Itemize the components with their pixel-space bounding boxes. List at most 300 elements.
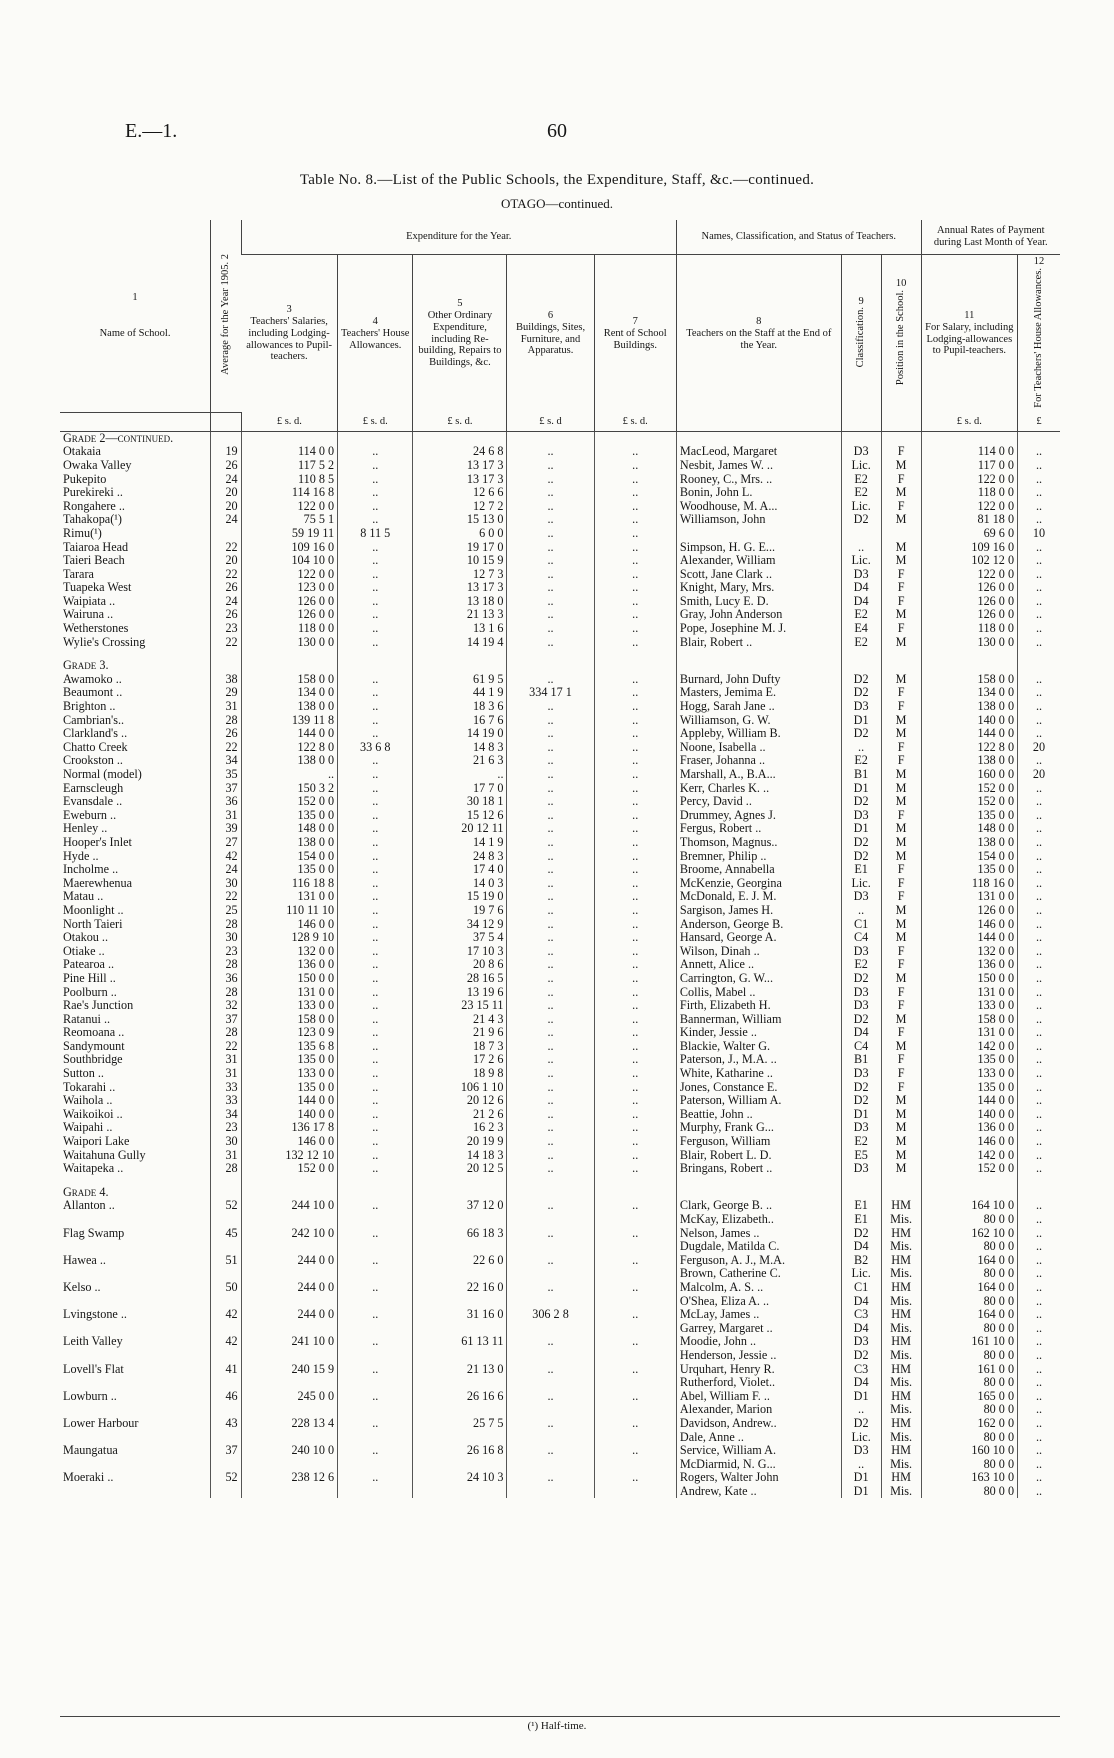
school-name: [60, 1295, 211, 1309]
position: M: [881, 1135, 921, 1149]
school-name: Brighton ..: [63, 700, 116, 714]
salaries: 150 0 0: [241, 972, 337, 986]
average: 51: [211, 1254, 242, 1268]
position: Mis.: [881, 1295, 921, 1309]
table-row: [60, 445, 1060, 459]
position: F: [881, 568, 921, 582]
house-allowance: ..: [338, 1227, 413, 1241]
buildings: ..: [507, 999, 594, 1013]
house-allowance-rate: ..: [1018, 700, 1060, 714]
house-allowance-rate: ..: [1018, 513, 1060, 527]
salary-rate: 122 8 0: [921, 741, 1017, 755]
house-allowance: ..: [338, 459, 413, 473]
average: 23: [211, 945, 242, 959]
salary-rate: 135 0 0: [921, 809, 1017, 823]
rent: ..: [594, 727, 676, 741]
position: HM: [881, 1444, 921, 1458]
other-expenditure: 17 7 0: [413, 782, 507, 796]
salary-rate: 122 0 0: [921, 473, 1017, 487]
teacher-name: Burnard, John Dufty: [676, 673, 841, 687]
other-expenditure: 21 2 6: [413, 1108, 507, 1122]
buildings: ..: [507, 727, 594, 741]
buildings: ..: [507, 877, 594, 891]
other-expenditure: 61 9 5: [413, 673, 507, 687]
house-allowance-rate: ..: [1018, 1390, 1060, 1404]
position: M: [881, 1121, 921, 1135]
table-row: [60, 972, 1060, 986]
col-house-allow-header: 12 For Teachers' House Allowances.: [1018, 255, 1060, 413]
school-name: Tokarahi ..: [63, 1080, 116, 1094]
rent: ..: [594, 836, 676, 850]
table-row: [60, 1444, 1060, 1458]
other-expenditure: 17 2 6: [413, 1053, 507, 1067]
annual-group-header: Annual Rates of Payment during Last Month of Year.: [921, 220, 1060, 255]
buildings: [507, 1240, 594, 1254]
buildings: ..: [507, 500, 594, 514]
school-name: North Taieri: [63, 917, 123, 931]
house-allowance: 33 6 8: [338, 741, 413, 755]
position: HM: [881, 1417, 921, 1431]
salary-rate: 118 16 0: [921, 877, 1017, 891]
buildings: ..: [507, 972, 594, 986]
rent: ..: [594, 1227, 676, 1241]
average: 31: [211, 700, 242, 714]
house-allowance: [338, 1349, 413, 1363]
school-name: Maerewhenua: [63, 876, 133, 890]
school-name: Wetherstones: [63, 622, 129, 636]
position: HM: [881, 1335, 921, 1349]
house-allowance: ..: [338, 1040, 413, 1054]
rent: ..: [594, 986, 676, 1000]
salary-rate: 136 0 0: [921, 1121, 1017, 1135]
house-allowance: ..: [338, 1471, 413, 1485]
school-name: [60, 1349, 211, 1363]
table-row: [60, 1213, 1060, 1227]
position: M: [881, 972, 921, 986]
average: 52: [211, 1471, 242, 1485]
average: 24: [211, 863, 242, 877]
table-row: [60, 1322, 1060, 1336]
teacher-name: Ferguson, A. J., M.A.: [676, 1254, 841, 1268]
buildings: ..: [507, 931, 594, 945]
school-name: [60, 1376, 211, 1390]
school-name: Chatto Creek: [63, 740, 128, 754]
school-name: Wairuna ..: [63, 608, 114, 622]
house-allowance-rate: ..: [1018, 1322, 1060, 1336]
salaries: 135 0 0: [241, 1053, 337, 1067]
teacher-name: Rooney, C., Mrs. ..: [676, 473, 841, 487]
salary-rate: 165 0 0: [921, 1390, 1017, 1404]
rent: ..: [594, 999, 676, 1013]
rent: ..: [594, 1067, 676, 1081]
house-allowance: ..: [338, 714, 413, 728]
salary-rate: 118 0 0: [921, 486, 1017, 500]
buildings: ..: [507, 554, 594, 568]
salaries: 244 0 0: [241, 1254, 337, 1268]
classification: D1: [841, 1471, 881, 1485]
salary-rate: 154 0 0: [921, 850, 1017, 864]
classification: D4: [841, 1322, 881, 1336]
average: 32: [211, 999, 242, 1013]
other-expenditure: 25 7 5: [413, 1417, 507, 1431]
other-expenditure: 12 7 2: [413, 500, 507, 514]
buildings: ..: [507, 459, 594, 473]
house-allowance-rate: ..: [1018, 486, 1060, 500]
school-name: Lvingstone ..: [63, 1308, 127, 1322]
salary-rate: 80 0 0: [921, 1213, 1017, 1227]
house-allowance-rate: ..: [1018, 999, 1060, 1013]
teacher-name: Gray, John Anderson: [676, 608, 841, 622]
salary-rate: 109 16 0: [921, 541, 1017, 555]
salaries: 228 13 4: [241, 1417, 337, 1431]
buildings: ..: [507, 782, 594, 796]
position: M: [881, 768, 921, 782]
table-row: [60, 1471, 1060, 1485]
teacher-name: Thomson, Magnus..: [676, 836, 841, 850]
house-allowance-rate: ..: [1018, 459, 1060, 473]
school-name: Clarkland's ..: [63, 727, 128, 741]
position: F: [881, 945, 921, 959]
position: Mis.: [881, 1267, 921, 1281]
salaries: 144 0 0: [241, 727, 337, 741]
teacher-name: [676, 527, 841, 541]
table-row: [60, 958, 1060, 972]
position: M: [881, 459, 921, 473]
teacher-name: McLay, James ..: [676, 1308, 841, 1322]
position: M: [881, 513, 921, 527]
table-row: [60, 1349, 1060, 1363]
average: 33: [211, 1081, 242, 1095]
table-row: [60, 1376, 1060, 1390]
salaries: 118 0 0: [241, 622, 337, 636]
school-name: Taiaroa Head: [63, 540, 129, 554]
col-salary-header: 11 For Salary, including Lodging-allowances to Pupil-teachers.: [921, 255, 1017, 413]
teacher-name: MacLeod, Margaret: [676, 445, 841, 459]
buildings: ..: [507, 1067, 594, 1081]
grade-heading-row: [60, 431, 1060, 445]
table-row: [60, 581, 1060, 595]
classification: E2: [841, 1135, 881, 1149]
position: M: [881, 636, 921, 650]
house-allowance-rate: ..: [1018, 986, 1060, 1000]
house-allowance-rate: ..: [1018, 836, 1060, 850]
table-row: [60, 527, 1060, 541]
other-expenditure: 16 2 3: [413, 1121, 507, 1135]
classification: B1: [841, 768, 881, 782]
buildings: [507, 1376, 594, 1390]
table-row: [60, 1162, 1060, 1176]
average: 46: [211, 1390, 242, 1404]
average: [211, 1322, 242, 1336]
other-expenditure: 21 13 0: [413, 1363, 507, 1377]
rent: [594, 1322, 676, 1336]
buildings: ..: [507, 1227, 594, 1241]
average: 24: [211, 595, 242, 609]
other-expenditure: [413, 1349, 507, 1363]
salary-rate: 80 0 0: [921, 1240, 1017, 1254]
average: 25: [211, 904, 242, 918]
salaries: 123 0 0: [241, 581, 337, 595]
position: F: [881, 1081, 921, 1095]
buildings: ..: [507, 768, 594, 782]
classification: D3: [841, 1162, 881, 1176]
other-expenditure: 13 17 3: [413, 473, 507, 487]
salaries: 104 10 0: [241, 554, 337, 568]
house-allowance-rate: ..: [1018, 673, 1060, 687]
buildings: ..: [507, 741, 594, 755]
salaries: 122 0 0: [241, 568, 337, 582]
house-allowance-rate: ..: [1018, 1121, 1060, 1135]
other-expenditure: 22 16 0: [413, 1281, 507, 1295]
position: M: [881, 836, 921, 850]
average: 20: [211, 486, 242, 500]
teacher-name: Bonin, John L.: [676, 486, 841, 500]
teacher-name: Bannerman, William: [676, 1013, 841, 1027]
table-row: [60, 986, 1060, 1000]
rent: ..: [594, 1199, 676, 1213]
school-name: Patearoa ..: [63, 958, 115, 972]
average: 26: [211, 459, 242, 473]
teacher-name: Beattie, John ..: [676, 1108, 841, 1122]
school-name: [60, 1458, 211, 1472]
salary-rate: 80 0 0: [921, 1295, 1017, 1309]
table-row: [60, 636, 1060, 650]
rent: ..: [594, 1121, 676, 1135]
teacher-name: Kinder, Jessie ..: [676, 1026, 841, 1040]
table-row: [60, 1390, 1060, 1404]
average: 28: [211, 1162, 242, 1176]
salary-rate: 138 0 0: [921, 754, 1017, 768]
teacher-name: Collis, Mabel ..: [676, 986, 841, 1000]
rent: ..: [594, 622, 676, 636]
rent: ..: [594, 863, 676, 877]
other-expenditure: 6 0 0: [413, 527, 507, 541]
position: F: [881, 686, 921, 700]
other-expenditure: 13 19 6: [413, 986, 507, 1000]
rent: ..: [594, 513, 676, 527]
buildings: ..: [507, 636, 594, 650]
salary-rate: 118 0 0: [921, 622, 1017, 636]
average: [211, 1213, 242, 1227]
position: Mis.: [881, 1376, 921, 1390]
house-allowance: ..: [338, 972, 413, 986]
salaries: 75 5 1: [241, 513, 337, 527]
salary-rate: 160 0 0: [921, 768, 1017, 782]
rent: ..: [594, 473, 676, 487]
average: 28: [211, 986, 242, 1000]
classification: D2: [841, 686, 881, 700]
position: M: [881, 541, 921, 555]
house-allowance: ..: [338, 1281, 413, 1295]
salaries: [241, 1403, 337, 1417]
school-name: Crookston ..: [63, 754, 123, 768]
other-expenditure: 18 7 3: [413, 1040, 507, 1054]
average: 35: [211, 768, 242, 782]
school-name: Allanton ..: [63, 1199, 115, 1213]
bottom-rule: [60, 1716, 1060, 1717]
teacher-name: Murphy, Frank G...: [676, 1121, 841, 1135]
house-allowance-rate: ..: [1018, 877, 1060, 891]
house-allowance: ..: [338, 622, 413, 636]
house-allowance-rate: ..: [1018, 1135, 1060, 1149]
rent: ..: [594, 754, 676, 768]
house-allowance-rate: ..: [1018, 1431, 1060, 1445]
classification: D3: [841, 945, 881, 959]
salaries: 150 3 2: [241, 782, 337, 796]
school-name: [60, 1240, 211, 1254]
buildings: [507, 1349, 594, 1363]
table-row: [60, 1281, 1060, 1295]
classification: E2: [841, 958, 881, 972]
classification: E1: [841, 863, 881, 877]
house-allowance: ..: [338, 581, 413, 595]
salary-rate: 162 0 0: [921, 1417, 1017, 1431]
other-expenditure: [413, 1295, 507, 1309]
house-allowance: ..: [338, 473, 413, 487]
classification: ..: [841, 741, 881, 755]
table-row: [60, 782, 1060, 796]
classification: E2: [841, 754, 881, 768]
teacher-name: Abel, William F. ..: [676, 1390, 841, 1404]
table-row: [60, 554, 1060, 568]
rent: ..: [594, 822, 676, 836]
salary-rate: 80 0 0: [921, 1403, 1017, 1417]
school-name: Hyde ..: [63, 849, 99, 863]
house-allowance: ..: [338, 636, 413, 650]
salary-rate: 135 0 0: [921, 1053, 1017, 1067]
other-expenditure: 21 4 3: [413, 1013, 507, 1027]
other-expenditure: 21 13 3: [413, 608, 507, 622]
average: [211, 1403, 242, 1417]
other-expenditure: [413, 1213, 507, 1227]
classification: Lic.: [841, 1267, 881, 1281]
house-allowance-rate: ..: [1018, 1013, 1060, 1027]
school-name: Tuapeka West: [63, 581, 132, 595]
other-expenditure: 19 7 6: [413, 904, 507, 918]
classification: D4: [841, 1026, 881, 1040]
house-allowance-rate: ..: [1018, 1444, 1060, 1458]
classification: D2: [841, 972, 881, 986]
average: [211, 1376, 242, 1390]
unit-c3: £ s. d.: [241, 412, 337, 431]
salary-rate: 133 0 0: [921, 1067, 1017, 1081]
salaries: 131 0 0: [241, 890, 337, 904]
unit-c7: £ s. d.: [594, 412, 676, 431]
salaries: 126 0 0: [241, 608, 337, 622]
house-allowance: ..: [338, 1094, 413, 1108]
house-allowance-rate: ..: [1018, 1417, 1060, 1431]
buildings: ..: [507, 1390, 594, 1404]
house-allowance-rate: ..: [1018, 972, 1060, 986]
position: Mis.: [881, 1431, 921, 1445]
table-row: [60, 850, 1060, 864]
rent: ..: [594, 782, 676, 796]
position: M: [881, 822, 921, 836]
house-allowance-rate: ..: [1018, 1162, 1060, 1176]
salaries: 130 0 0: [241, 636, 337, 650]
table-row: [60, 754, 1060, 768]
salaries: 109 16 0: [241, 541, 337, 555]
school-name: Sutton ..: [63, 1067, 104, 1081]
rent: ..: [594, 768, 676, 782]
average: 31: [211, 1067, 242, 1081]
position: M: [881, 1040, 921, 1054]
position: M: [881, 1108, 921, 1122]
classification: D2: [841, 1081, 881, 1095]
house-allowance-rate: ..: [1018, 595, 1060, 609]
salary-rate: 114 0 0: [921, 445, 1017, 459]
buildings: ..: [507, 1108, 594, 1122]
teacher-name: Ferguson, William: [676, 1135, 841, 1149]
buildings: ..: [507, 1281, 594, 1295]
teacher-name: Hogg, Sarah Jane ..: [676, 700, 841, 714]
house-allowance: 8 11 5: [338, 527, 413, 541]
house-allowance-rate: ..: [1018, 795, 1060, 809]
rent: ..: [594, 1026, 676, 1040]
house-allowance-rate: 20: [1018, 768, 1060, 782]
col-name-header: 1 Name of School.: [60, 220, 211, 412]
rent: ..: [594, 918, 676, 932]
average: 30: [211, 877, 242, 891]
classification: B1: [841, 1053, 881, 1067]
salary-rate: 163 10 0: [921, 1471, 1017, 1485]
salaries: 136 17 8: [241, 1121, 337, 1135]
salary-rate: 161 0 0: [921, 1363, 1017, 1377]
school-name: Rae's Junction: [63, 999, 134, 1013]
position: M: [881, 850, 921, 864]
salary-rate: 158 0 0: [921, 1013, 1017, 1027]
table-row: [60, 622, 1060, 636]
col-position-header: 10 Position in the School.: [881, 255, 921, 413]
table-row: [60, 1254, 1060, 1268]
classification: D3: [841, 700, 881, 714]
rent: [594, 1485, 676, 1499]
salary-rate: 80 0 0: [921, 1267, 1017, 1281]
school-name: Waikoikoi ..: [63, 1107, 123, 1121]
classification: E2: [841, 608, 881, 622]
rent: ..: [594, 700, 676, 714]
salary-rate: 152 0 0: [921, 795, 1017, 809]
house-allowance: ..: [338, 1149, 413, 1163]
salary-rate: 150 0 0: [921, 972, 1017, 986]
classification: ..: [841, 541, 881, 555]
table-row: [60, 1149, 1060, 1163]
other-expenditure: ..: [413, 768, 507, 782]
classification: D3: [841, 986, 881, 1000]
school-name: Southbridge: [63, 1053, 123, 1067]
salaries: [241, 1267, 337, 1281]
classification: D3: [841, 568, 881, 582]
table-row: [60, 700, 1060, 714]
average: 42: [211, 1335, 242, 1349]
average: 23: [211, 1121, 242, 1135]
col-classification-header: 9 Classification.: [841, 255, 881, 413]
table-row: [60, 1067, 1060, 1081]
salaries: 138 0 0: [241, 836, 337, 850]
teacher-name: Drummey, Agnes J.: [676, 809, 841, 823]
position: F: [881, 809, 921, 823]
school-name: Reomoana ..: [63, 1026, 125, 1040]
table-row: [60, 673, 1060, 687]
rent: ..: [594, 1135, 676, 1149]
teacher-name: Bremner, Philip ..: [676, 850, 841, 864]
salary-rate: 152 0 0: [921, 1162, 1017, 1176]
classification: D4: [841, 595, 881, 609]
other-expenditure: 17 4 0: [413, 863, 507, 877]
average: 37: [211, 1013, 242, 1027]
house-allowance-rate: ..: [1018, 581, 1060, 595]
table-row: [60, 836, 1060, 850]
